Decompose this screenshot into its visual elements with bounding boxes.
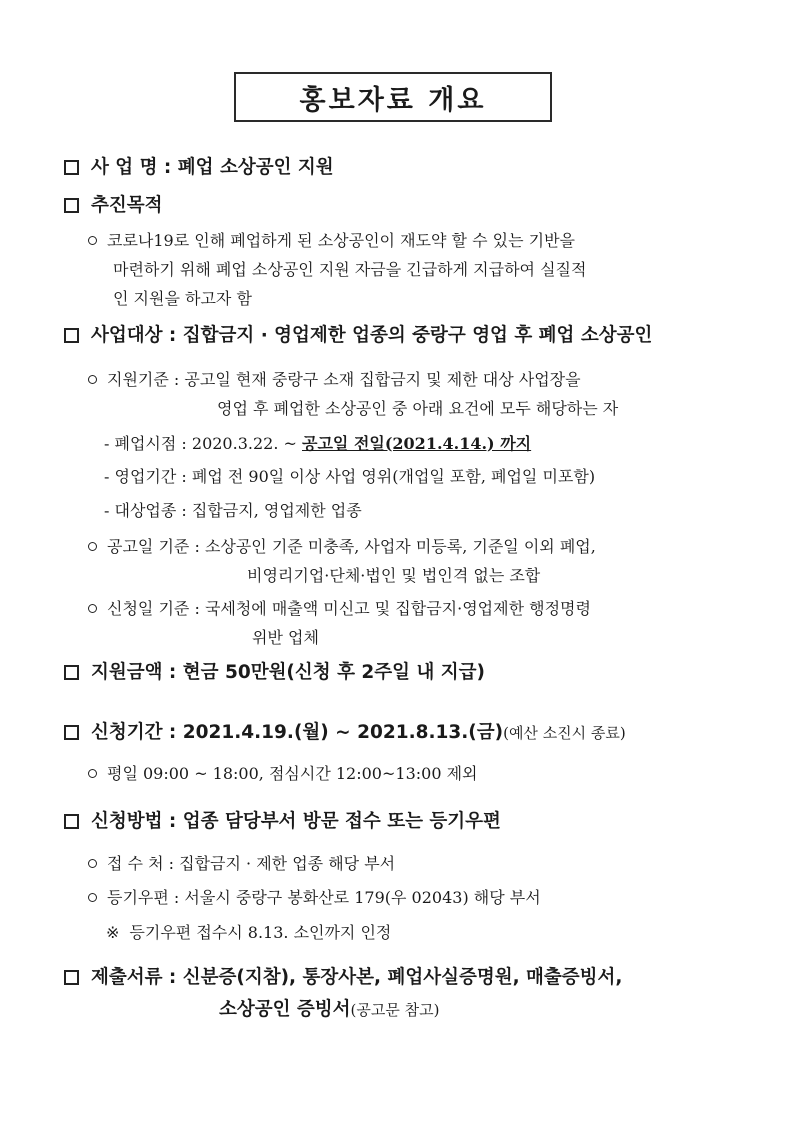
reference-mark-icon: ※: [106, 923, 120, 942]
documents-note: (공고문 참고): [350, 1001, 440, 1019]
period-note: (예산 소진시 종료): [503, 724, 626, 742]
checkbox-icon: [64, 814, 79, 829]
documents-heading: 제출서류 : 신분증(지참), 통장사본, 폐업사실증명원, 매출증빙서,: [64, 963, 622, 989]
criteria-line-2: 영업 후 폐업한 소상공인 중 아래 요건에 모두 해당하는 자: [217, 399, 619, 418]
circle-bullet-icon: [88, 769, 97, 778]
method-heading: 신청방법 : 업종 담당부서 방문 접수 또는 등기우편: [64, 807, 501, 833]
target-heading: 사업대상 : 집합금지 · 영업제한 업종의 중랑구 영업 후 폐업 소상공인: [64, 321, 652, 347]
business-name-value: 폐업 소상공인 지원: [177, 157, 334, 178]
industry-row: - 대상업종 : 집합금지, 영업제한 업종: [104, 501, 362, 520]
business-name-row: [64, 153, 334, 179]
checkbox-icon: [64, 725, 79, 740]
circle-bullet-icon: [88, 542, 97, 551]
amount-heading: 지원금액 : 현금 50만원(신청 후 2주일 내 지급): [64, 658, 485, 684]
page-title: 홍보자료 개요: [234, 72, 552, 122]
mail-row: 등기우편 : 서울시 중랑구 봉화산로 179(우 02043) 해당 부서: [88, 885, 541, 908]
period-row: - 영업기간 : 폐업 전 90일 이상 사업 영위(개업일 포함, 폐업일 미포함): [104, 467, 596, 486]
circle-bullet-icon: [88, 236, 97, 245]
criteria-line-1: 지원기준 : 공고일 현재 중랑구 소재 집합금지 및 제한 대상 사업장을: [88, 367, 581, 390]
purpose-line-3: 인 지원을 하고자 함: [113, 289, 252, 308]
circle-bullet-icon: [88, 604, 97, 613]
period-heading: 신청기간 : 2021.4.19.(월) ~ 2021.8.13.(금)(예산 소진시 종료): [64, 718, 626, 744]
business-name-label: 사 업 명 :: [91, 157, 172, 178]
checkbox-icon: [64, 160, 79, 175]
documents-line-2: 소상공인 증빙서(공고문 참고): [219, 999, 440, 1020]
purpose-line-2: 마련하기 위해 폐업 소상공인 지원 자금을 긴급하게 지급하여 실질적: [113, 260, 587, 279]
purpose-line-1: 코로나19로 인해 폐업하게 된 소상공인이 재도약 할 수 있는 기반을: [88, 228, 575, 251]
checkbox-icon: [64, 665, 79, 680]
checkbox-icon: [64, 198, 79, 213]
apply-line-1: 신청일 기준 : 국세청에 매출액 미신고 및 집합금지·영업제한 행정명령: [88, 596, 591, 619]
checkbox-icon: [64, 328, 79, 343]
criteria-label: 지원기준 :: [107, 370, 180, 389]
circle-bullet-icon: [88, 859, 97, 868]
closure-row: - 폐업시점 : 2020.3.22. ~ 공고일 전일(2021.4.14.) 까지: [104, 434, 532, 453]
office-row: 접 수 처 : 집합금지 · 제한 업종 해당 부서: [88, 851, 395, 874]
hours-row: 평일 09:00 ~ 18:00, 점심시간 12:00~13:00 제외: [88, 761, 478, 784]
notice-line-2: 비영리기업·단체·법인 및 법인격 없는 조합: [247, 566, 541, 585]
purpose-heading: 추진목적: [64, 191, 162, 217]
circle-bullet-icon: [88, 375, 97, 384]
mail-note-row: ※ 등기우편 접수시 8.13. 소인까지 인정: [106, 923, 392, 942]
apply-line-2: 위반 업체: [252, 628, 319, 647]
notice-line-1: 공고일 기준 : 소상공인 기준 미충족, 사업자 미등록, 기준일 이외 폐업,: [88, 534, 596, 557]
checkbox-icon: [64, 970, 79, 985]
circle-bullet-icon: [88, 893, 97, 902]
closure-deadline: 공고일 전일(2021.4.14.) 까지: [302, 434, 532, 453]
